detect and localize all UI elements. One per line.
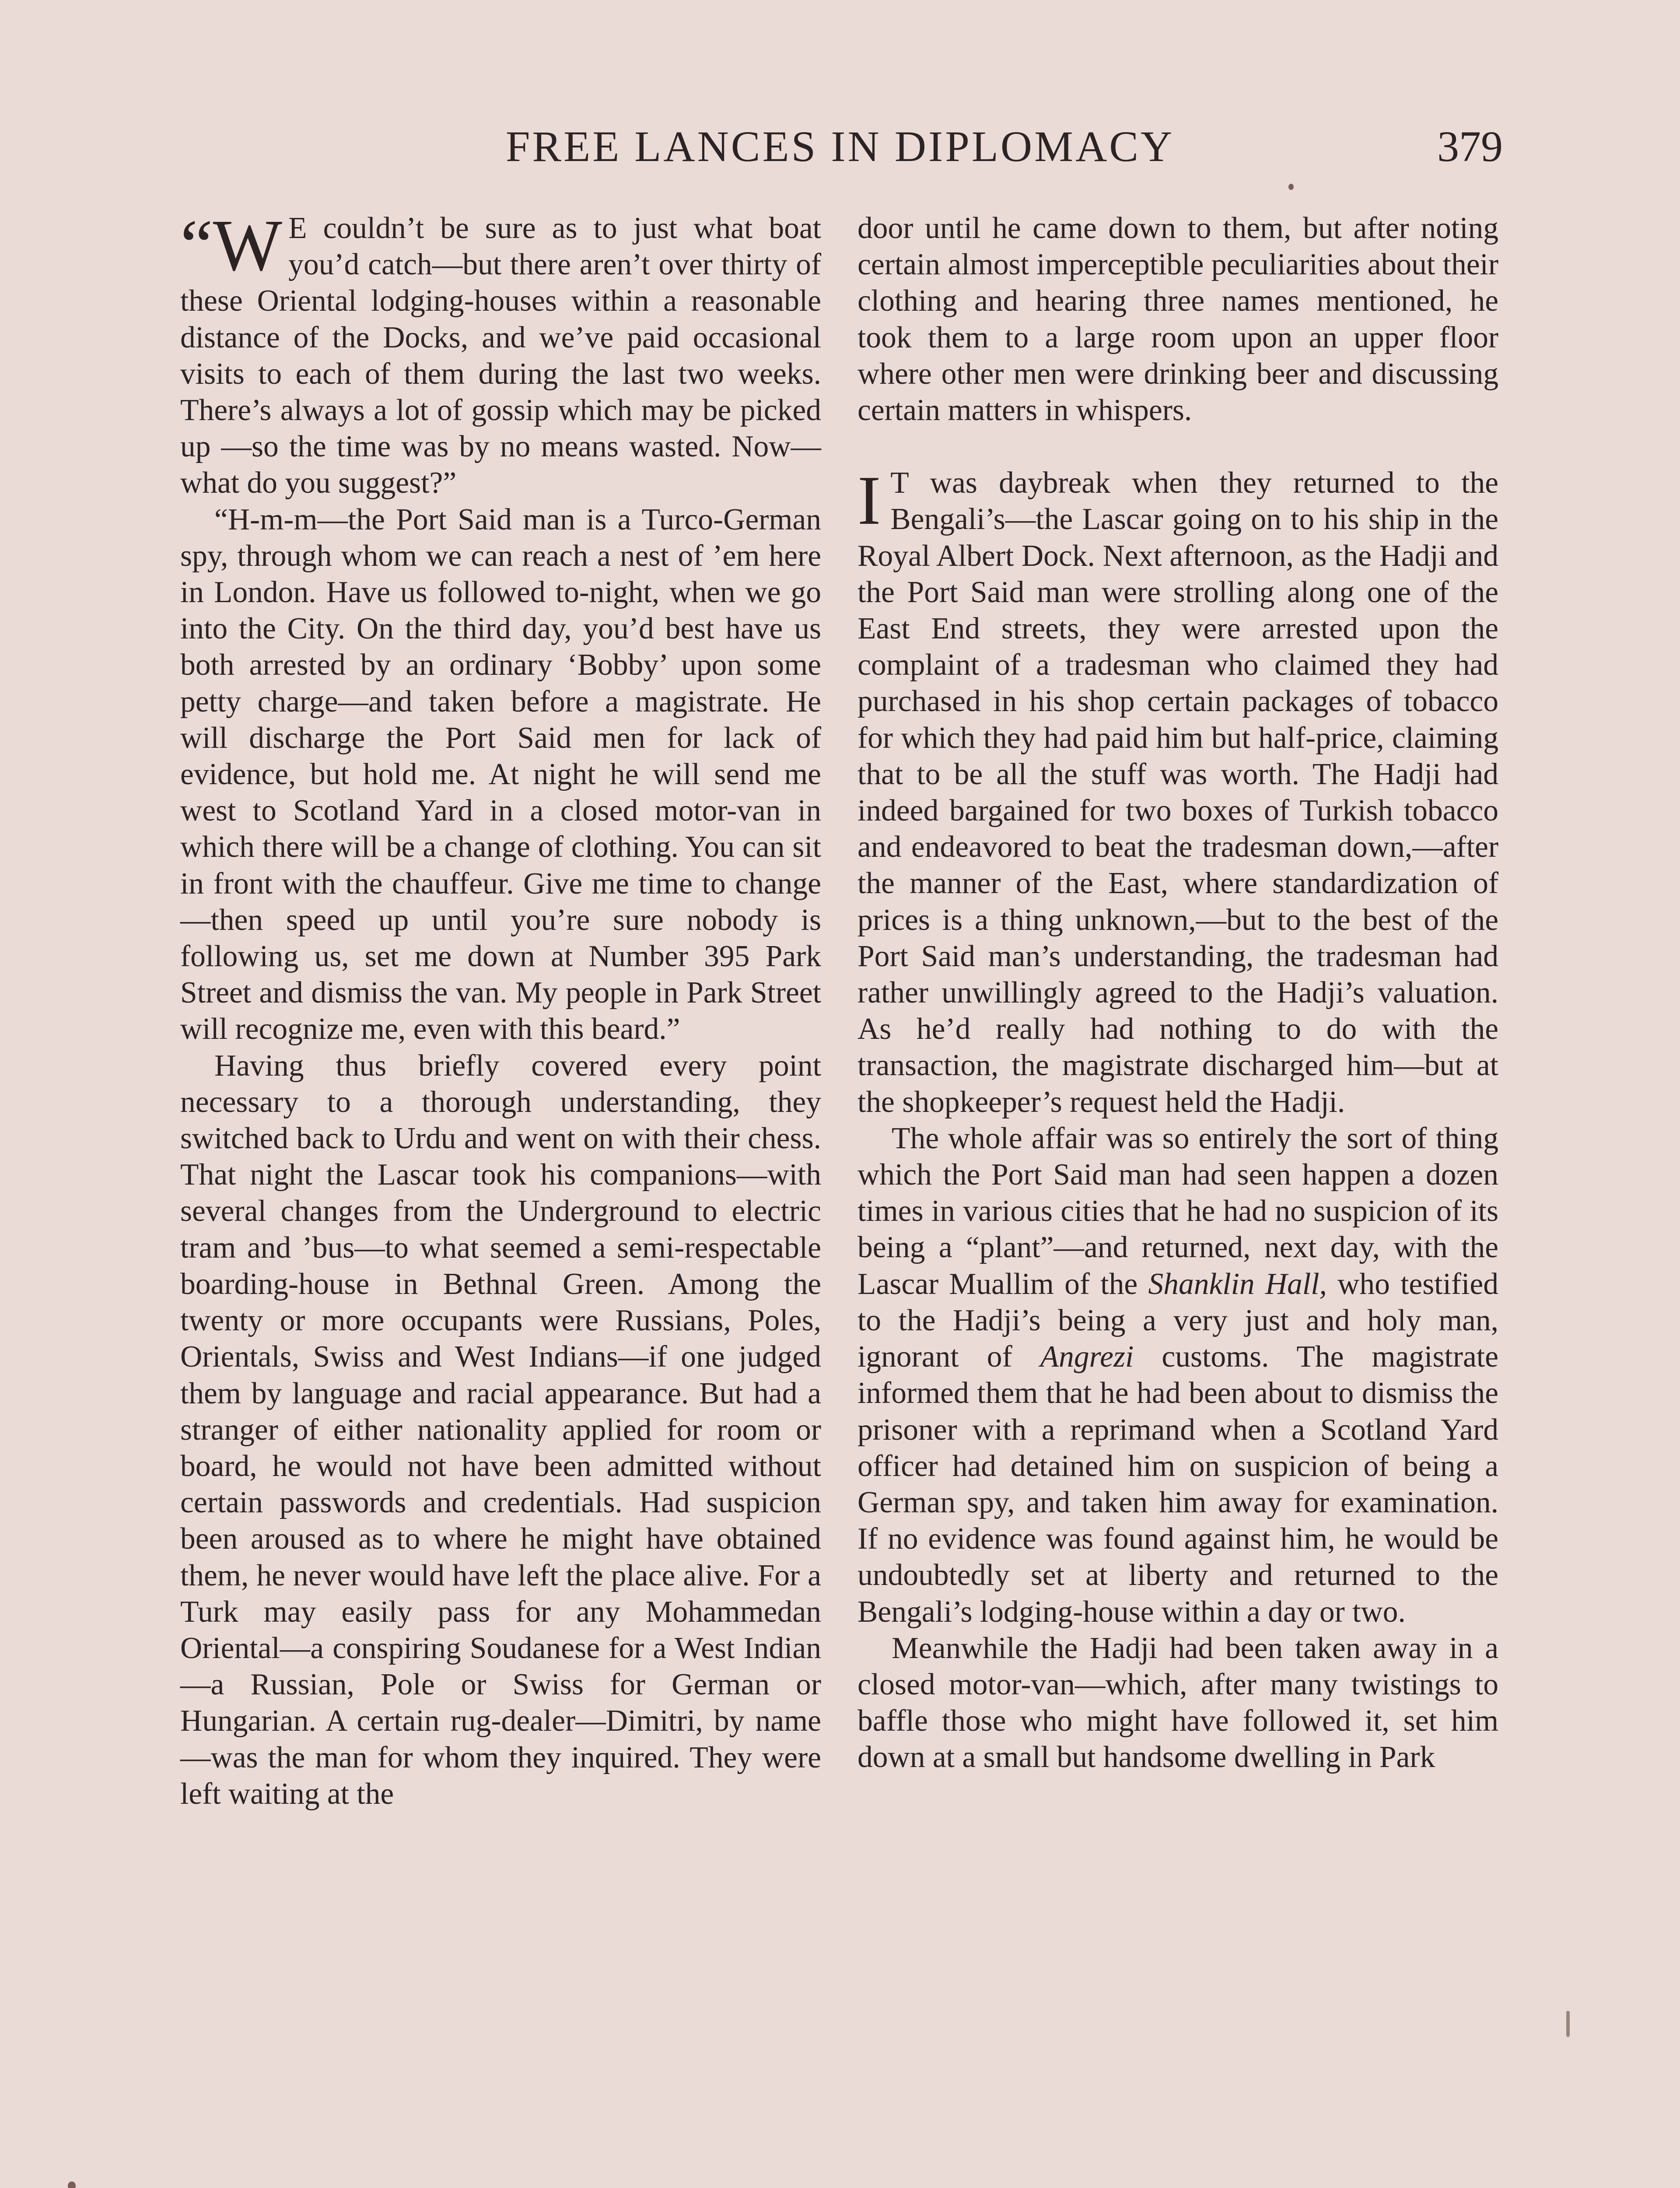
paragraph: Meanwhile the Hadji had been taken away in a closed motor-van—which, after many twistings to baffle those who might have followed it, set him down at a small but handsome dwelling in Park — [858, 1631, 1498, 1774]
paragraph-text: T was daybreak when they returned to the Bengali’s—the Lascar going on to his ship in the Royal Albert Dock. Next afternoon, as the Hadji and the Port Said man were strolling along one of the East End streets, they were arrested upon the complaint of a tradesman who claimed they had purchased in his shop certain packages of tobacco for which they had paid him but half-price, claiming that to be all the stuff was worth. The Hadji had indeed bargained for two boxes of Turkish tobacco and endeavored to beat the tradesman down,—after the manner of the East, where standardization of prices is a thing unknown,—but to the best of the Port Said man’s understanding, the tradesman had rather unwillingly agreed to the Hadji’s valuation. As he’d really had nothing to do with the transaction, the magistrate discharged him—but at the shopkeeper’s request held the Hadji. — [858, 466, 1498, 1119]
drop-cap: I — [858, 461, 881, 540]
paragraph: Having thus briefly covered every point necessary to a thorough understanding, they switched back to Urdu and went on with their chess. That night the Lascar took his companions—with several changes from the Underground to electric tram and ’bus—to what seemed a semi-respectable boarding-house in Bethnal Green. Among the twenty or more occupants were Russians, Poles, Orientals, Swiss and West Indians—if one judged them by language and racial appearance. But had a stranger of either nationality applied for room or board, he would not have been admitted without certain passwords and credentials. Had suspicion been aroused as to where he might have obtained them, he never would have left the place alive. For a Turk may easily pass for any Mohammedan Oriental—a conspiring Soudanese for a West Indian—a Russian, Pole or Swiss for German or Hungarian. A certain rug-dealer—Dimitri, by name—was the man for whom they inquired. They were left waiting at the — [180, 1048, 821, 1811]
paragraph — [180, 205, 821, 501]
drop-cap — [180, 205, 283, 286]
ship-name: Shanklin Hall, — [1148, 1267, 1327, 1301]
paragraph-text: The whole affair was so entirely the sort of thing which the Port Said man had seen happen a dozen times in various cities that he had no suspicion of its being a “plant”—and returned, next day, with the Lascar Muallim of the — [858, 1121, 1498, 1301]
paper-speck — [68, 2181, 76, 2188]
page-header — [177, 118, 1503, 175]
page-number: 379 — [1437, 122, 1503, 171]
paragraph: “H-m-m—the Port Said man is a Turco-German spy, through whom we can reach a nest of ’em here in London. Have us followed to-night, when we go into the City. On the third day, you’d best have us both arrested by an ordinary ‘Bobby’ upon some petty charge—and taken before a magistrate. He will discharge the Port Said men for lack of evidence, but hold me. At night he will send me west to Scotland Yard in a closed motor-van in which there will be a change of clothing. You can sit in front with the chauffeur. Give me time to change—then speed up until you’re sure nobody is following us, set me down at Number 395 Park Street and dismiss the van. My people in Park Street will recognize me, even with this beard.” — [180, 502, 821, 1046]
left-column — [180, 205, 821, 1812]
paper-speck — [1288, 184, 1294, 190]
paragraph-text: E couldn’t be sure as to just what boat you’d catch—but there aren’t over thirty of these Oriental lodging-houses within a reasonable distance of the Docks, and we’ve paid occasional visits to each of them during the last two weeks. There’s always a lot of gossip which may be picked up —so the time was by no means wasted. Now—what do you suggest?” — [180, 211, 821, 500]
paragraph-text: customs. The magistrate informed them that he had been about to dismiss the prisoner with a reprimand when a Scotland Yard officer had detained him on suspicion of being a German spy, and taken him away for examination. If no evidence was found against him, he would be undoubtedly set at liberty and returned to the Bengali’s lodging-house within a day or two. — [858, 1340, 1498, 1629]
right-column — [858, 210, 1498, 1776]
paragraph — [858, 1120, 1498, 1630]
paragraph — [858, 461, 1498, 1120]
open-quote: “ — [180, 205, 213, 286]
foreign-word: Angrezi — [1040, 1340, 1134, 1374]
paper-speck — [1566, 2011, 1570, 2037]
paragraph-text: who testified to the Hadji’s being a very just and holy man, ignorant of — [858, 1267, 1498, 1374]
running-title: FREE LANCES IN DIPLOMACY — [505, 122, 1175, 171]
paragraph: door until he came down to them, but after noting certain almost imperceptible peculiarities about their clothing and hearing three names mentioned, he took them to a large room upon an upper floor where other men were drinking beer and discussing certain matters in whispers. — [858, 211, 1498, 428]
drop-cap-letter: W — [213, 205, 283, 286]
